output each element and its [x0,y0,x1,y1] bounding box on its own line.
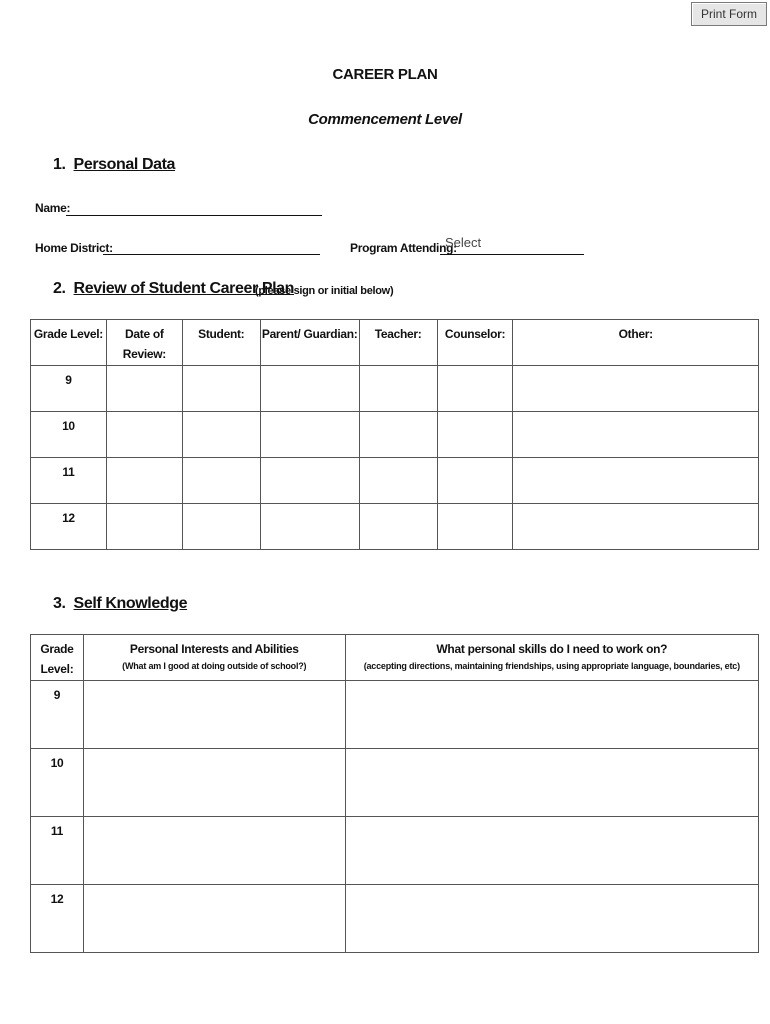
interests-heading: Personal Interests and Abilities [129,642,299,656]
name-field[interactable] [66,215,322,216]
col-parent-guardian: Parent/ Guardian: [260,320,359,366]
section-3-heading [53,595,187,613]
col-other: Other: [513,320,759,366]
student-cell[interactable] [182,504,260,550]
date-cell[interactable] [106,458,182,504]
grade-cell: 11 [31,458,107,504]
date-cell[interactable] [106,412,182,458]
col-grade-level: Grade Level: [31,320,107,366]
grade-cell: 10 [31,749,84,817]
self-knowledge-row-11 [31,817,759,885]
col-date-of-review: Date of Review: [106,320,182,366]
interests-cell[interactable] [83,681,345,749]
parent-cell[interactable] [260,366,359,412]
print-form-button[interactable]: Print Form [691,2,767,26]
col-student: Student: [182,320,260,366]
grade-cell: 9 [31,366,107,412]
grade-cell: 9 [31,681,84,749]
interests-note: (What am I good at doing outside of school?) [122,661,307,671]
self-knowledge-table [30,634,759,953]
other-cell[interactable] [513,458,759,504]
col-personal-skills [345,635,758,681]
date-cell[interactable] [106,504,182,550]
program-attending-label: Program Attending: [350,241,457,255]
other-cell[interactable] [513,412,759,458]
parent-cell[interactable] [260,504,359,550]
program-attending-underline [440,254,584,255]
section-1-title: Personal Data [73,156,176,173]
interests-cell[interactable] [83,749,345,817]
grade-cell: 11 [31,817,84,885]
home-district-label: Home District: [35,241,113,255]
interests-cell[interactable] [83,817,345,885]
interests-cell[interactable] [83,885,345,953]
student-cell[interactable] [182,458,260,504]
section-2-number: 2. [53,280,66,297]
section-1-heading [53,156,175,174]
program-attending-select[interactable]: Select [445,235,482,250]
review-row-12 [31,504,759,550]
review-row-9 [31,366,759,412]
other-cell[interactable] [513,504,759,550]
parent-cell[interactable] [260,458,359,504]
self-knowledge-header-row [31,635,759,681]
skills-cell[interactable] [345,885,758,953]
other-cell[interactable] [513,366,759,412]
skills-cell[interactable] [345,817,758,885]
skills-cell[interactable] [345,749,758,817]
name-label: Name: [35,201,71,215]
col-teacher: Teacher: [359,320,437,366]
skills-note: (accepting directions, maintaining friendships, using appropriate language, boundaries, etc) [363,661,740,671]
section-2-title: Review of Student Career Plan [73,280,295,297]
grade-cell: 12 [31,504,107,550]
self-knowledge-row-9 [31,681,759,749]
home-district-field[interactable] [103,254,320,255]
review-row-10 [31,412,759,458]
grade-cell: 10 [31,412,107,458]
skills-heading: What personal skills do I need to work on? [436,642,668,656]
date-cell[interactable] [106,366,182,412]
student-cell[interactable] [182,412,260,458]
section-2-note: (please sign or initial below) [255,285,394,297]
career-review-table [30,319,759,550]
teacher-cell[interactable] [359,458,437,504]
page-subtitle: Commencement Level [308,111,462,128]
counselor-cell[interactable] [437,504,513,550]
self-knowledge-row-12 [31,885,759,953]
counselor-cell[interactable] [437,366,513,412]
parent-cell[interactable] [260,412,359,458]
col-personal-interests [83,635,345,681]
col-counselor: Counselor: [437,320,513,366]
teacher-cell[interactable] [359,504,437,550]
skills-cell[interactable] [345,681,758,749]
section-3-title: Self Knowledge [73,595,188,612]
section-3-number: 3. [53,595,66,612]
col-grade-level: Grade Level: [31,635,84,681]
counselor-cell[interactable] [437,412,513,458]
teacher-cell[interactable] [359,366,437,412]
teacher-cell[interactable] [359,412,437,458]
review-row-11 [31,458,759,504]
section-1-number: 1. [53,156,66,173]
student-cell[interactable] [182,366,260,412]
grade-cell: 12 [31,885,84,953]
counselor-cell[interactable] [437,458,513,504]
review-header-row [31,320,759,366]
page-title: CAREER PLAN [332,66,438,83]
self-knowledge-row-10 [31,749,759,817]
